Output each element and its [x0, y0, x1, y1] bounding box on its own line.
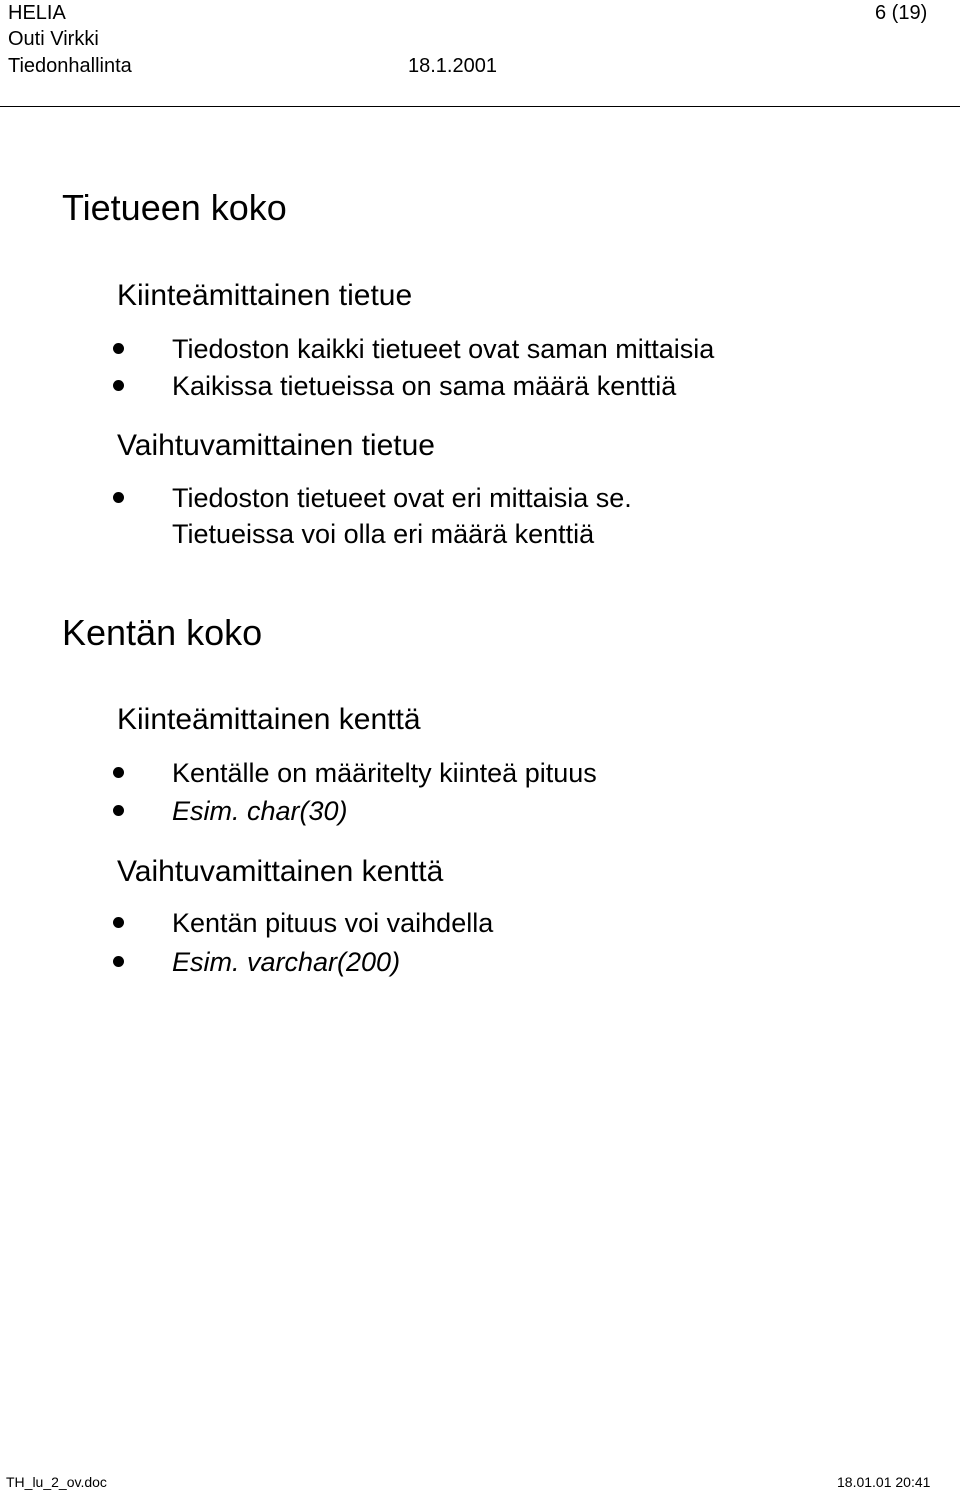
list-item-example: Esim. char(30)	[172, 796, 348, 826]
header-date: 18.1.2001	[408, 55, 497, 77]
list-item-continuation: Tietueissa voi olla eri määrä kenttiä	[172, 519, 595, 549]
list-item: Tiedoston kaikki tietueet ovat saman mittaisia	[172, 334, 715, 364]
subsection-title-variable-field: Vaihtuvamittainen kenttä	[117, 855, 444, 888]
footer-filename: TH_lu_2_ov.doc	[6, 1474, 107, 1490]
subsection-title-fixed-field: Kiinteämittainen kenttä	[117, 703, 421, 736]
subsection-title-variable-record: Vaihtuvamittainen tietue	[117, 429, 435, 462]
list-item: Kentälle on määritelty kiinteä pituus	[172, 758, 597, 788]
header-course: Tiedonhallinta	[8, 55, 132, 77]
bullet-icon	[113, 492, 124, 503]
section-title-field-size: Kentän koko	[62, 612, 263, 653]
bullet-icon	[113, 917, 124, 928]
footer-timestamp: 18.01.01 20:41	[837, 1474, 931, 1490]
list-item: Kaikissa tietueissa on sama määrä kenttiä	[172, 371, 677, 401]
list-item: Kentän pituus voi vaihdella	[172, 908, 494, 938]
bullet-icon	[113, 956, 124, 967]
bullet-icon	[113, 343, 124, 354]
section-title-record-size: Tietueen koko	[62, 187, 287, 228]
list-item: Tiedoston tietueet ovat eri mittaisia se.	[172, 483, 632, 513]
header-org: HELIA	[8, 2, 66, 24]
list-item-example: Esim. varchar(200)	[172, 947, 401, 977]
header-divider	[0, 106, 960, 107]
bullet-icon	[113, 380, 124, 391]
header-page-number: 6 (19)	[875, 2, 928, 24]
bullet-icon	[113, 767, 124, 778]
subsection-title-fixed-record: Kiinteämittainen tietue	[117, 279, 413, 312]
header-author: Outi Virkki	[8, 28, 99, 50]
bullet-icon	[113, 805, 124, 816]
